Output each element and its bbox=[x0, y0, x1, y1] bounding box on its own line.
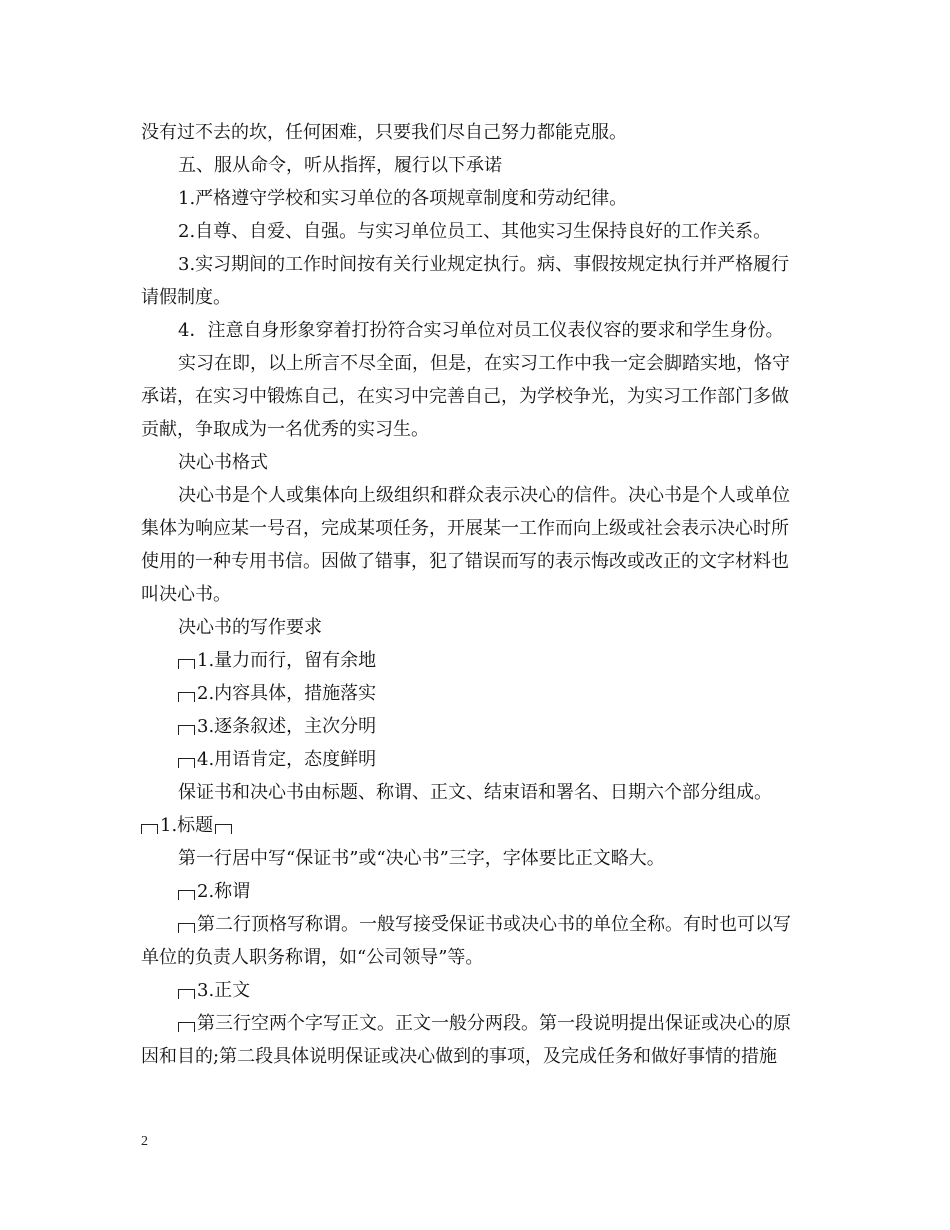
text-line bbox=[141, 611, 813, 644]
text-line bbox=[141, 710, 813, 743]
document-body bbox=[141, 116, 813, 1073]
bracket-mark-icon bbox=[178, 890, 195, 900]
line-text: 没有过不去的坎，任何困难，只要我们尽自己努力都能克服。 bbox=[141, 122, 627, 143]
text-line bbox=[141, 908, 813, 941]
text-line bbox=[141, 974, 813, 1007]
text-line bbox=[141, 1007, 813, 1040]
bracket-mark-icon bbox=[141, 824, 158, 834]
text-line bbox=[141, 314, 813, 347]
line-text: 请假制度。 bbox=[141, 287, 231, 308]
line-text: 贡献，争取成为一名优秀的实习生。 bbox=[141, 419, 429, 440]
text-line bbox=[141, 182, 813, 215]
text-line bbox=[141, 677, 813, 710]
line-text: 五、服从命令，听从指挥，履行以下承诺 bbox=[178, 155, 502, 176]
line-text: 第三行空两个字写正文。正文一般分两段。第一段说明提出保证或决心的原 bbox=[197, 1013, 791, 1034]
text-line bbox=[141, 413, 813, 446]
line-text: 2.自尊、自爱、自强。与实习单位员工、其他实习生保持良好的工作关系。 bbox=[178, 221, 772, 242]
line-text: 实习在即，以上所言不尽全面，但是，在实习工作中我一定会脚踏实地，恪守 bbox=[178, 353, 790, 374]
text-line bbox=[141, 875, 813, 908]
bracket-mark-icon bbox=[178, 923, 195, 933]
line-text: 1.标题 bbox=[160, 815, 214, 836]
bracket-mark-icon bbox=[178, 989, 195, 999]
line-text: 单位的负责人职务称谓，如“公司领导”等。 bbox=[141, 947, 484, 968]
bracket-mark-icon bbox=[178, 1022, 195, 1032]
text-line bbox=[141, 248, 813, 281]
line-text: 3.正文 bbox=[197, 980, 251, 1001]
text-line bbox=[141, 446, 813, 479]
text-line bbox=[141, 644, 813, 677]
line-text: 保证书和决心书由标题、称谓、正文、结束语和署名、日期六个部分组成。 bbox=[178, 782, 772, 803]
text-line bbox=[141, 941, 813, 974]
bracket-mark-icon bbox=[178, 659, 195, 669]
bracket-mark-icon bbox=[178, 692, 195, 702]
line-text: 1.严格遵守学校和实习单位的各项规章制度和劳动纪律。 bbox=[178, 188, 628, 209]
line-text: 集体为响应某一号召，完成某项任务，开展某一工作而向上级或社会表示决心时所 bbox=[141, 518, 789, 539]
line-text: 叫决心书。 bbox=[141, 584, 231, 605]
line-text: 第二行顶格写称谓。一般写接受保证书或决心书的单位全称。有时也可以写 bbox=[197, 914, 791, 935]
bracket-mark-icon bbox=[178, 758, 195, 768]
line-text: 4.用语肯定，态度鲜明 bbox=[197, 749, 377, 770]
text-line bbox=[141, 149, 813, 182]
text-line bbox=[141, 842, 813, 875]
line-text: 3.逐条叙述，主次分明 bbox=[197, 716, 377, 737]
text-line bbox=[141, 380, 813, 413]
bracket-mark-icon bbox=[215, 824, 232, 834]
line-text: 决心书是个人或集体向上级组织和群众表示决心的信件。决心书是个人或单位 bbox=[178, 485, 790, 506]
text-line bbox=[141, 116, 813, 149]
line-text: 使用的一种专用书信。因做了错事，犯了错误而写的表示悔改或改正的文字材料也 bbox=[141, 551, 789, 572]
text-line bbox=[141, 215, 813, 248]
line-text: 4．注意自身形象穿着打扮符合实习单位对员工仪表仪容的要求和学生身份。 bbox=[178, 320, 784, 341]
bracket-mark-icon bbox=[178, 725, 195, 735]
line-text: 决心书的写作要求 bbox=[178, 617, 322, 638]
text-line bbox=[141, 809, 813, 842]
text-line bbox=[141, 479, 813, 512]
text-line bbox=[141, 281, 813, 314]
line-text: 3.实习期间的工作时间按有关行业规定执行。病、事假按规定执行并严格履行 bbox=[178, 254, 790, 275]
page-number: 2 bbox=[141, 1134, 148, 1149]
line-text: 因和目的;第二段具体说明保证或决心做到的事项，及完成任务和做好事情的措施 bbox=[141, 1046, 778, 1067]
text-line bbox=[141, 776, 813, 809]
text-line bbox=[141, 743, 813, 776]
line-text: 第一行居中写“保证书”或“决心书”三字，字体要比正文略大。 bbox=[178, 848, 665, 869]
line-text: 2.称谓 bbox=[197, 881, 251, 902]
text-line bbox=[141, 545, 813, 578]
text-line bbox=[141, 578, 813, 611]
line-text: 1.量力而行，留有余地 bbox=[197, 650, 377, 671]
line-text: 2.内容具体，措施落实 bbox=[197, 683, 377, 704]
line-text: 承诺，在实习中锻炼自己，在实习中完善自己，为学校争光，为实习工作部门多做 bbox=[141, 386, 789, 407]
text-line bbox=[141, 347, 813, 380]
line-text: 决心书格式 bbox=[178, 452, 268, 473]
text-line bbox=[141, 1040, 813, 1073]
text-line bbox=[141, 512, 813, 545]
